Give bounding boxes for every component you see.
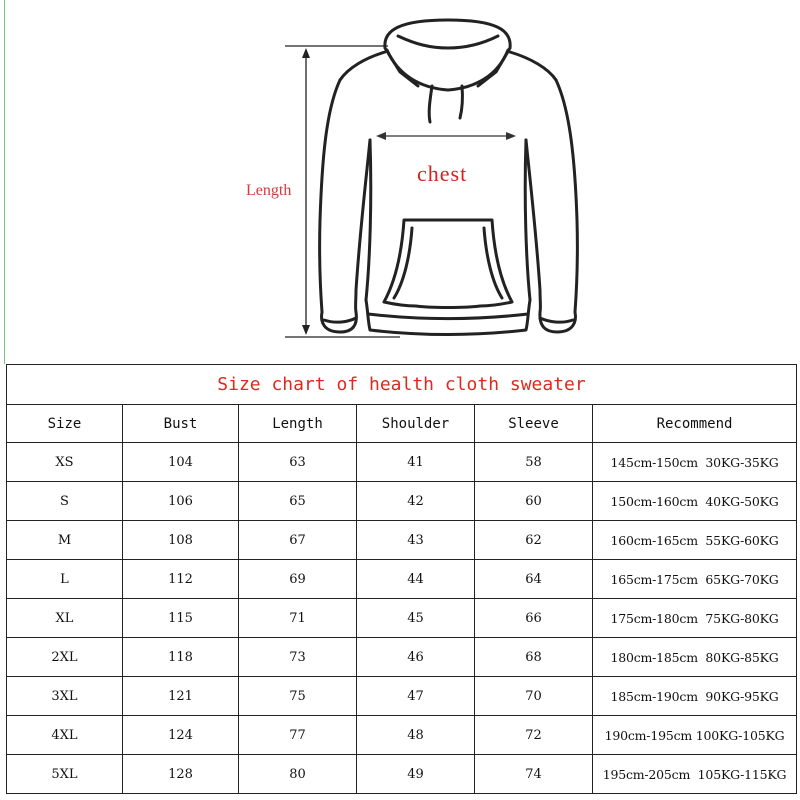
cell-bust: 106 — [123, 482, 239, 521]
cell-recommend: 190cm-195cm 100KG-105KG — [593, 716, 797, 755]
cell-shoulder: 46 — [357, 638, 475, 677]
cell-length: 63 — [239, 443, 357, 482]
hoodie-drawing — [0, 0, 800, 364]
table-row — [7, 638, 797, 677]
table-row — [7, 755, 797, 794]
table-row — [7, 443, 797, 482]
chest-arrow-left-icon — [376, 132, 386, 140]
cell-bust: 112 — [123, 560, 239, 599]
cell-size: XS — [7, 443, 123, 482]
length-label: Length — [246, 182, 292, 199]
cell-length: 69 — [239, 560, 357, 599]
cell-bust: 118 — [123, 638, 239, 677]
cell-shoulder: 41 — [357, 443, 475, 482]
cell-length: 71 — [239, 599, 357, 638]
cell-size: M — [7, 521, 123, 560]
table-row — [7, 677, 797, 716]
cell-sleeve: 64 — [475, 560, 593, 599]
cell-size: 2XL — [7, 638, 123, 677]
cell-sleeve: 58 — [475, 443, 593, 482]
cell-sleeve: 74 — [475, 755, 593, 794]
cell-sleeve: 60 — [475, 482, 593, 521]
cell-length: 65 — [239, 482, 357, 521]
cell-recommend: 175cm-180cm 75KG-80KG — [593, 599, 797, 638]
cell-shoulder: 43 — [357, 521, 475, 560]
table-row — [7, 482, 797, 521]
table-header-row — [7, 405, 797, 443]
table-row — [7, 716, 797, 755]
header-size: Size — [7, 405, 123, 443]
cell-size: S — [7, 482, 123, 521]
cell-sleeve: 66 — [475, 599, 593, 638]
cell-size: 5XL — [7, 755, 123, 794]
length-arrow-bottom-icon — [302, 325, 310, 335]
cell-length: 80 — [239, 755, 357, 794]
cell-shoulder: 45 — [357, 599, 475, 638]
cell-bust: 121 — [123, 677, 239, 716]
cell-recommend: 145cm-150cm 30KG-35KG — [593, 443, 797, 482]
chest-arrow-right-icon — [506, 132, 516, 140]
length-measure-arrow — [285, 46, 400, 337]
table-title: Size chart of health cloth sweater — [7, 365, 797, 405]
cell-size: 4XL — [7, 716, 123, 755]
cell-recommend: 150cm-160cm 40KG-50KG — [593, 482, 797, 521]
header-recommend: Recommend — [593, 405, 797, 443]
header-sleeve: Sleeve — [475, 405, 593, 443]
table-row — [7, 599, 797, 638]
cell-recommend: 160cm-165cm 55KG-60KG — [593, 521, 797, 560]
cell-bust: 104 — [123, 443, 239, 482]
cell-size: L — [7, 560, 123, 599]
cell-sleeve: 62 — [475, 521, 593, 560]
table-row — [7, 521, 797, 560]
cell-sleeve: 72 — [475, 716, 593, 755]
cell-size: 3XL — [7, 677, 123, 716]
cell-bust: 108 — [123, 521, 239, 560]
cell-length: 67 — [239, 521, 357, 560]
cell-recommend: 195cm-205cm 105KG-115KG — [593, 755, 797, 794]
hoodie-illustration — [0, 0, 800, 364]
header-shoulder: Shoulder — [357, 405, 475, 443]
cell-shoulder: 49 — [357, 755, 475, 794]
size-table — [6, 364, 797, 794]
cell-recommend: 180cm-185cm 80KG-85KG — [593, 638, 797, 677]
cell-bust: 124 — [123, 716, 239, 755]
table-title-row — [7, 365, 797, 405]
table-row — [7, 560, 797, 599]
length-arrow-top-icon — [302, 48, 310, 58]
header-bust: Bust — [123, 405, 239, 443]
cell-size: XL — [7, 599, 123, 638]
cell-length: 77 — [239, 716, 357, 755]
header-length: Length — [239, 405, 357, 443]
table-body — [7, 443, 797, 794]
cell-shoulder: 47 — [357, 677, 475, 716]
cell-sleeve: 68 — [475, 638, 593, 677]
cell-recommend: 185cm-190cm 90KG-95KG — [593, 677, 797, 716]
cell-shoulder: 42 — [357, 482, 475, 521]
cell-bust: 115 — [123, 599, 239, 638]
cell-shoulder: 44 — [357, 560, 475, 599]
cell-shoulder: 48 — [357, 716, 475, 755]
cell-length: 73 — [239, 638, 357, 677]
cell-length: 75 — [239, 677, 357, 716]
cell-bust: 128 — [123, 755, 239, 794]
cell-sleeve: 70 — [475, 677, 593, 716]
cell-recommend: 165cm-175cm 65KG-70KG — [593, 560, 797, 599]
chest-label: chest — [417, 161, 468, 186]
